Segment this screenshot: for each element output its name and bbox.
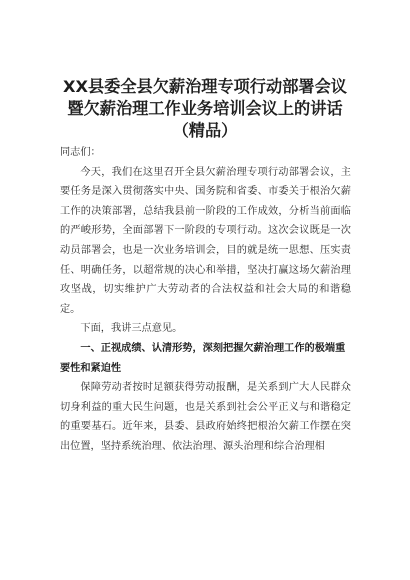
greeting: 同志们： (60, 147, 101, 158)
intro-paragraph: 今天，我们在这里召开全县欠薪治理专项行动部署会议，主要任务是深入贯彻落实中央、国务院和省委、市委关于根治欠薪工作的决策部署，总结我县前一阶段的工作成效，分析当前面临的严峻形势，全面部署下一阶段的专项行动。这次会议既是一次动员部署会，也是一次业务培训会，目的就是统一思想、压实责任、明确任务，以超常规的决心和举措，坚决打赢这场欠薪治理攻坚战，切实维护广大劳动者的合法权益和社会大局的和谐稳定。 (60, 166, 351, 315)
title-line-3: （精品） (172, 121, 238, 140)
document-body (60, 143, 351, 457)
three-points-paragraph: 下面，我讲三点意见。 (80, 323, 183, 335)
section-1-paragraph: 保障劳动者按时足额获得劳动报酬，是关系到广大人民群众切身利益的重大民生问题，也是关系到社会公平正义与和谐稳定的重要基石。近年来，县委、县政府始终把根治欠薪工作摆在突出位置，坚持系统治理、依法治理、源头治理和综合治理相 (60, 382, 351, 452)
title-line-2: 暨欠薪治理工作业务培训会议上的讲话 (67, 99, 343, 118)
section-1-heading: 一、正视成绩、认清形势，深刻把握欠薪治理工作的极端重要性和紧迫性 (60, 342, 346, 374)
document-title (40, 76, 370, 142)
title-line-1: XX县委全县欠薪治理专项行动部署会议 (63, 77, 347, 96)
